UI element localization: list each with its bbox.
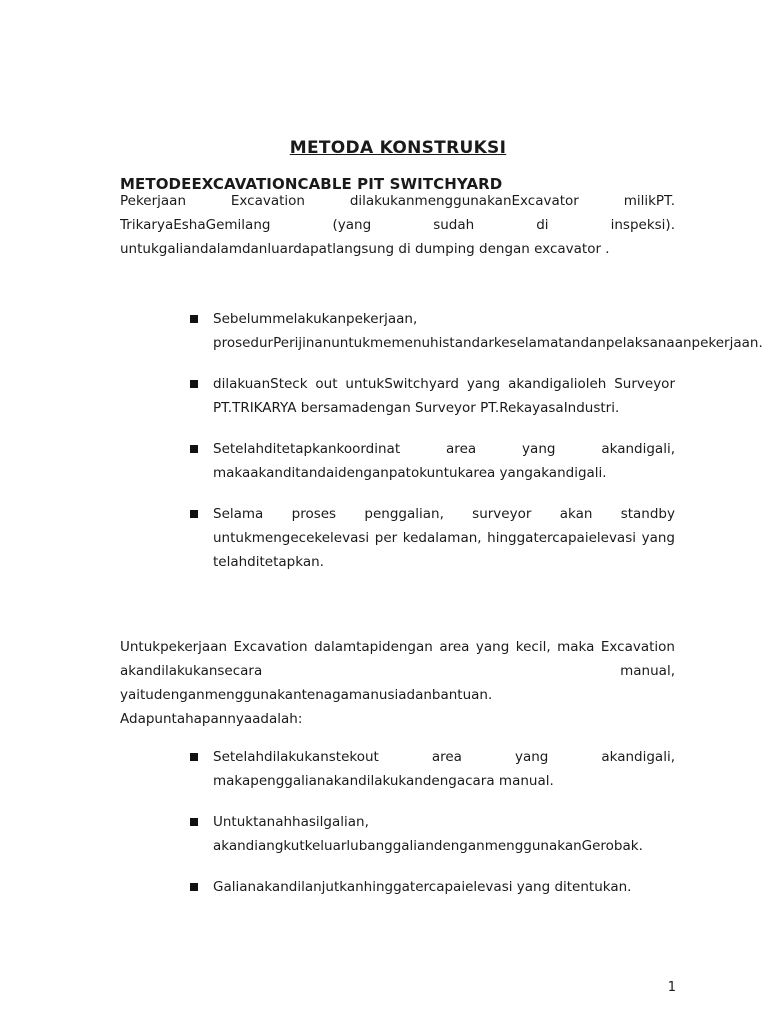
square-bullet-icon: [190, 753, 198, 761]
list-item: [190, 307, 763, 355]
intro-paragraph: Pekerjaan Excavation dilakukanmenggunakanExcavator milikPT. TrikaryaEshaGemilang (yang sudah di inspeksi). untukgaliandalamdanluardapatlangsung di dumping dengan excavator .: [120, 193, 675, 257]
list-item-text: Galianakandilanjutkanhinggatercapaielevasi yang ditentukan.: [213, 879, 632, 895]
square-bullet-icon: [190, 380, 198, 388]
square-bullet-icon: [190, 445, 198, 453]
list-item: [190, 810, 675, 858]
list-item: [190, 372, 675, 420]
list-item-text: Setelahditetapkankoordinat area yang akandigali, makaakanditandaidenganpatokuntukarea yangakandigali.: [213, 441, 675, 481]
list-item: [190, 875, 675, 899]
list-item-text: Untuktanahhasilgalian, akandiangkutkeluarlubanggaliandenganmenggunakanGerobak.: [213, 814, 643, 854]
manual-excavation-paragraph: Untukpekerjaan Excavation dalamtapidengan area yang kecil, maka Excavation akandilakukansecara manual, yaitudenganmenggunakantenagamanusiadanbantuan. Adapuntahapannyaadalah:: [120, 639, 675, 727]
bullet-list-preparation: [190, 307, 763, 591]
square-bullet-icon: [190, 315, 198, 323]
bullet-list-manual-steps: [190, 745, 675, 916]
square-bullet-icon: [190, 883, 198, 891]
list-item-text: Setelahdilakukanstekout area yang akandigali, makapenggalianakandilakukandengacara manual.: [213, 749, 675, 789]
list-item: [190, 437, 675, 485]
list-item-text: Selama proses penggalian, surveyor akan standby untukmengecekelevasi per kedalaman, hinggatercapaielevasi yang telahditetapkan.: [213, 506, 675, 570]
document-title: METODA KONSTRUKSI: [289, 138, 507, 158]
list-item-text: dilakuanSteck out untukSwitchyard yang akandigalioleh Surveyor PT.TRIKARYA bersamadengan Surveyor PT.RekayasaIndustri.: [213, 376, 675, 416]
list-item-text: Sebelummelakukanpekerjaan, prosedurPerijinanuntukmemenuhistandarkeselamatandanpelaksanaanpekerjaan.: [213, 311, 763, 351]
list-item: [190, 745, 675, 793]
square-bullet-icon: [190, 510, 198, 518]
page-number: 1: [667, 980, 676, 995]
square-bullet-icon: [190, 818, 198, 826]
list-item: [190, 502, 675, 574]
section-heading: METODEEXCAVATIONCABLE PIT SWITCHYARD: [120, 175, 503, 193]
